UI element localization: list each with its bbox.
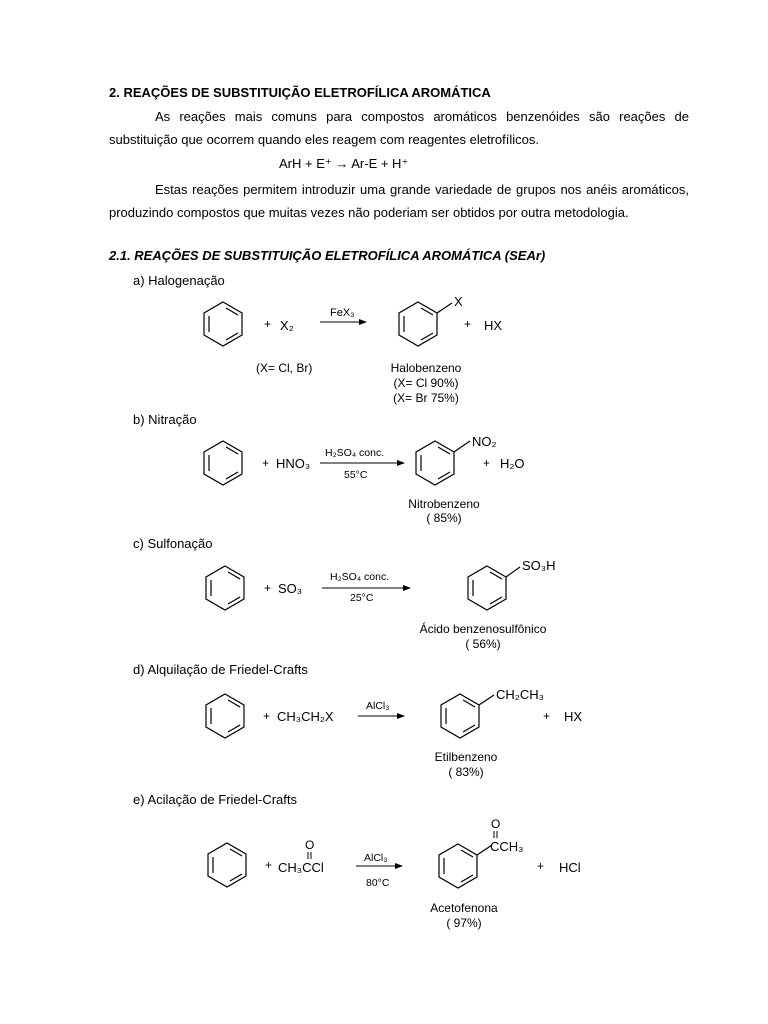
yield-c: ( 56%) <box>465 637 501 651</box>
plus-sign: + <box>262 456 270 470</box>
condition-e: 80°C <box>366 877 390 889</box>
yield-e: ( 97%) <box>446 916 482 930</box>
coproduct-a: HX <box>484 318 503 333</box>
product-b: Nitrobenzeno <box>408 497 480 511</box>
catalyst-d: AlCl₃ <box>366 700 390 712</box>
plus-sign: + <box>264 581 272 595</box>
paragraph-intro: As reações mais comuns para compostos aromáticos benzenóides são reações de substituição que ocorrem quando eles reagem com reagentes eletrofílicos. <box>109 109 689 147</box>
product-c: Ácido benzenosulfônico <box>419 622 547 636</box>
reagent-a: X₂ <box>280 318 294 333</box>
benzene-ring-icon <box>204 302 242 346</box>
section-heading: 2. REAÇÕES DE SUBSTITUIÇÃO ELETROFÍLICA AROMÁTICA <box>109 85 491 100</box>
product-a: Halobenzeno <box>390 361 462 375</box>
plus-sign: + <box>264 317 272 331</box>
plus-sign: + <box>263 709 271 723</box>
product-e: Acetofenona <box>430 901 498 915</box>
catalyst-b: H₂SO₄ conc. <box>325 447 385 459</box>
condition-c: 25°C <box>350 592 374 604</box>
general-equation: ArH + E⁺ → Ar-E + H⁺ <box>279 156 409 171</box>
subsection-heading: 2.1. REAÇÕES DE SUBSTITUIÇÃO ELETROFÍLICA AROMÁTICA (SEAr) <box>109 248 546 263</box>
substituent-a: X <box>454 294 463 309</box>
plus-sign: + <box>537 859 545 873</box>
coproduct-b: H₂O <box>500 456 525 471</box>
yield-b: ( 85%) <box>426 511 462 525</box>
nitrobenzene-ring-icon <box>416 441 454 485</box>
substituent-c: SO₃H <box>522 558 556 573</box>
plus-sign: + <box>265 858 273 872</box>
reagent-e: CH₃CCl <box>278 860 324 875</box>
paragraph-scope: Estas reações permitem introduzir uma grande variedade de grupos nos anéis aromáticos, produzindo compostos que muitas vezes não poderiam ser obtidos por outra metodologia. <box>109 182 689 220</box>
halobenzene-ring-icon <box>399 302 437 346</box>
ethylbenzene-ring-icon <box>441 694 479 738</box>
plus-sign: + <box>543 709 551 723</box>
catalyst-c: H₂SO₄ conc. <box>330 571 390 583</box>
substituent-d: CH₂CH₃ <box>496 687 544 702</box>
catalyst-a: FeX₃ <box>330 307 355 319</box>
catalyst-e: AlCl₃ <box>364 852 388 864</box>
reagent-d: CH₃CH₂X <box>277 709 334 724</box>
reagent-e-oxygen: O <box>305 838 315 852</box>
reagent-b: HNO₃ <box>276 456 311 471</box>
yield-a1: (X= Cl 90%) <box>393 376 459 390</box>
reagent-c: SO₃ <box>278 581 303 596</box>
coproduct-d: HX <box>564 709 583 724</box>
plus-sign: + <box>483 456 491 470</box>
benzene-ring-icon <box>208 843 246 887</box>
product-d: Etilbenzeno <box>434 750 498 764</box>
plus-sign: + <box>464 317 472 331</box>
coproduct-e: HCl <box>559 860 581 875</box>
reaction-d-title: d) Alquilação de Friedel-Crafts <box>133 662 308 677</box>
reaction-a-title: a) Halogenação <box>133 273 225 288</box>
substituent-b: NO₂ <box>472 434 497 449</box>
yield-d: ( 83%) <box>448 765 484 779</box>
substituent-e: CCH₃ <box>490 839 524 854</box>
condition-b: 55°C <box>344 469 368 481</box>
sulfonic-acid-ring-icon <box>468 566 506 610</box>
yield-a2: (X= Br 75%) <box>393 391 459 405</box>
reaction-b-title: b) Nitração <box>133 412 197 427</box>
benzene-ring-icon <box>206 694 244 738</box>
acetophenone-ring-icon <box>439 844 477 888</box>
benzene-ring-icon <box>206 566 244 610</box>
benzene-ring-icon <box>204 441 242 485</box>
reaction-e-title: e) Acilação de Friedel-Crafts <box>133 792 298 807</box>
reaction-c-title: c) Sulfonação <box>133 536 213 551</box>
note-a: (X= Cl, Br) <box>256 361 313 375</box>
substituent-e-oxygen: O <box>491 817 501 831</box>
